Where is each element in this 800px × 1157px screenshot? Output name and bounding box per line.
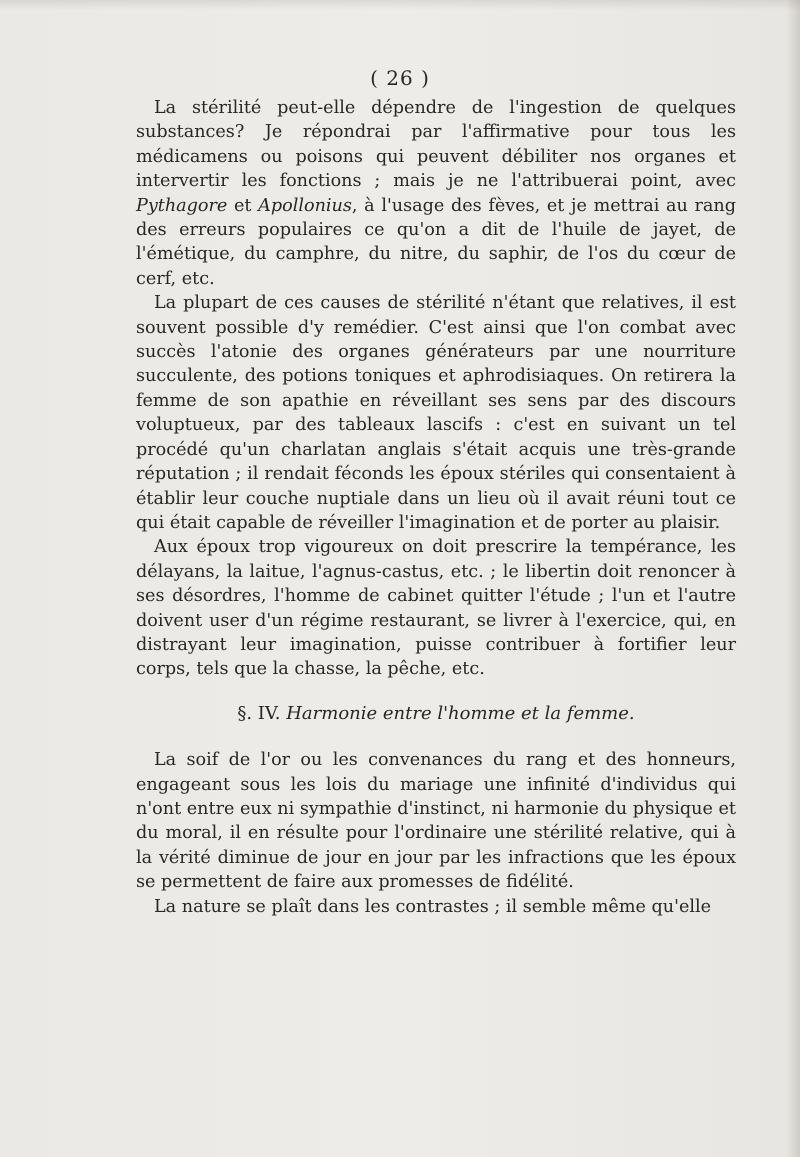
section-heading <box>136 702 736 726</box>
paragraph <box>136 535 736 681</box>
paragraph-text: La plupart de ces causes de stérilité n'étant que relatives, il est souvent possible d'y remédier. C'est ainsi que l'on combat avec succès l'atonie des organes générateurs par une nourriture succulente, des potions toniques et aphrodisiaques. On retirera la femme de son apathie en réveillant ses sens par des discours voluptueux, par des tableaux lascifs : c'est en suivant un tel procédé qu'un charlatan anglais s'était acquis une très-grande réputation ; il rendait féconds les époux stériles qui consentaient à établir leur couche nuptiale dans un lieu où il avait réuni tout ce qui était capable de réveiller l'imagination et de porter au plaisir. <box>136 293 736 533</box>
section-title: Harmonie entre l'homme et la femme. <box>286 702 635 724</box>
italic-text: Pythagore <box>136 195 228 216</box>
paragraph-text: et <box>227 195 259 216</box>
paragraph-text: La stérilité peut-elle dépendre de l'ingestion de quelques substances? Je répondrai par l'affirmative pour tous les médicamens ou poisons qui peuvent débiliter nos organes et intervertir les fonctions ; mais je ne l'attribuerai point, avec <box>136 98 736 192</box>
paragraph <box>136 291 736 535</box>
page-gutter-shadow <box>786 0 800 1157</box>
paragraph <box>136 895 736 919</box>
paragraph <box>136 96 736 291</box>
page-top-shadow <box>0 0 800 10</box>
body-text <box>136 96 736 919</box>
italic-text: Apollonius <box>258 195 352 216</box>
paragraphs-before-section <box>136 96 736 682</box>
paragraph-text: La nature se plaît dans les contrastes ; il semble même qu'elle <box>154 896 712 917</box>
paragraph-text: Aux époux trop vigoureux on doit prescrire la tempérance, les délayans, la laitue, l'agnus-castus, etc. ; le libertin doit renoncer à ses désordres, l'homme de cabinet quitter l'étude ; l'un et l'autre doivent user d'un régime restaurant, se livrer à l'exercice, qui, en distrayant leur imagination, puisse contribuer à fortifier leur corps, tels que la chasse, la pêche, etc. <box>136 537 736 680</box>
paragraph-text: , à l'usage des fèves, et je mettrai au rang des erreurs populaires ce qu'on a dit de l'huile de jayet, de l'émétique, du camphre, du nitre, du saphir, de l'os du cœur de cerf, etc. <box>136 195 736 289</box>
section-number: §. IV. <box>237 702 281 724</box>
paragraph <box>136 748 736 894</box>
page-number: ( 26 ) <box>370 66 430 90</box>
paragraph-text: La soif de l'or ou les convenances du rang et des honneurs, engageant sous les lois du mariage une infinité d'individus qui n'ont entre eux ni sympathie d'instinct, ni harmonie du physique et du moral, il en résulte pour l'ordinaire une stérilité relative, qui à la vérité diminue de jour en jour par les infractions que les époux se permettent de faire aux promesses de fidélité. <box>136 750 736 893</box>
paragraphs-after-section <box>136 748 736 919</box>
